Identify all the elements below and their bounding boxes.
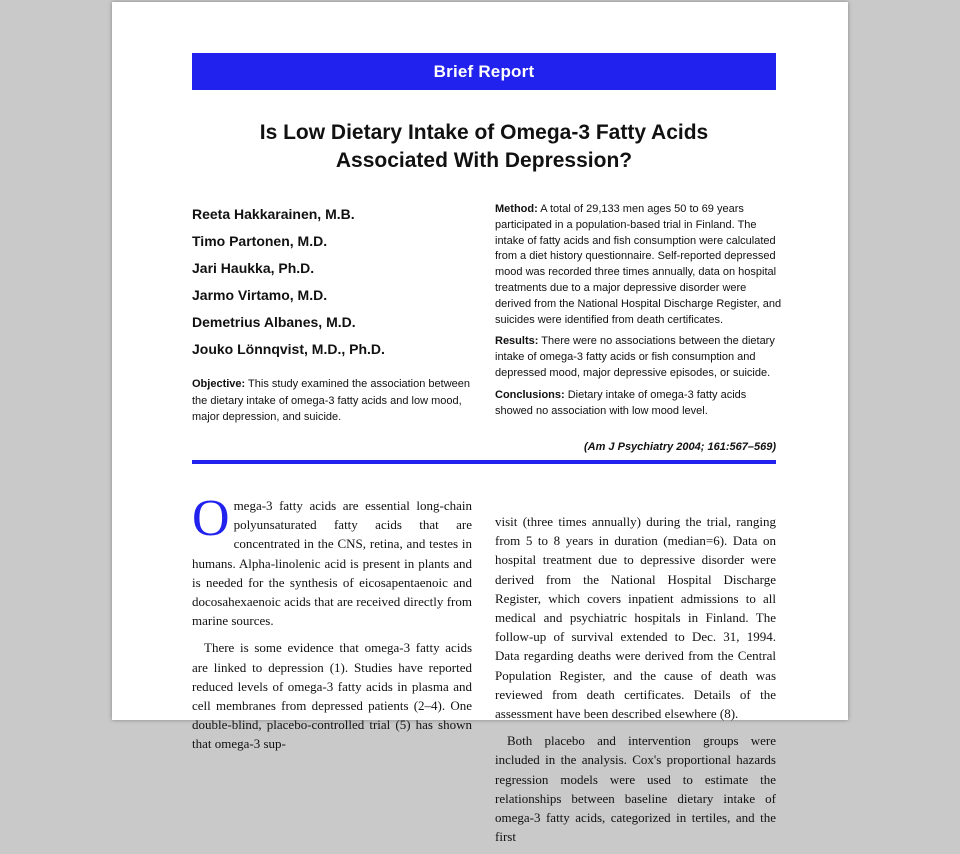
conclusions-text: Dietary intake of omega-3 fatty acids showed no association with low mood level. [495,388,747,417]
body-paragraph [192,490,472,630]
paragraph-text: mega-3 fatty acids are essential long-chain polyunsaturated fatty acids that are concentrated in the CNS, retina, and testes in humans. Alpha-linolenic acid is present in plants and is needed for the synthesis of eicosapentaenoic and docosahexaenoic acids that are received directly from marine sources. [192,498,472,629]
results-label: Results: [495,335,539,348]
title-line-1: Is Low Dietary Intake of Omega-3 Fatty Acids [259,121,709,144]
body-column-right [495,512,776,854]
method-label: Method: [495,203,538,215]
body-column-left [192,490,472,762]
abstract-right-column [495,202,785,425]
author-name: Jouko Lönnqvist, M.D., Ph.D. [192,341,385,357]
document-page [112,2,848,845]
objective-text: This study examined the association between the dietary intake of omega-3 fatty acids and low mood, major depression, and suicide. [192,378,471,423]
conclusions-label: Conclusions: [495,388,565,401]
abstract-results [495,334,785,381]
abstract-conclusions [495,388,785,420]
author-name: Timo Partonen, M.D. [192,233,328,249]
article-title [192,119,776,175]
journal-citation: (Am J Psychiatry 2004; 161:567–569) [583,441,776,453]
title-line-2: Associated With Depression? [335,149,633,172]
author-name: Jari Haukka, Ph.D. [192,260,315,276]
section-divider [192,460,776,464]
body-paragraph: There is some evidence that omega-3 fatty acids are linked to depression (1). Studies have reported reduced levels of omega-3 fatty acids in plasma and cell membranes from depressed patients (2–4). One double-blind, placebo-controlled trial (5) has shown that omega-3 sup- [192,640,472,752]
method-text: A total of 29,133 men ages 50 to 69 years participated in a population-based trial in Finland. The intake of fatty acids and fish consumption were calculated from a diet history questionnaire. Self-reported depressed mood was recorded three times annually, data on hospital treatments due to a major depressive disorder were derived from the National Hospital Discharge Register, and suicides were identified from death certificates. [495,203,782,326]
banner-label: Brief Report [433,61,535,81]
abstract-method [495,202,785,328]
section-banner [192,53,776,90]
author-name: Reeta Hakkarainen, M.B. [192,206,355,222]
drop-cap: O [192,490,230,547]
abstract-objective [192,376,482,426]
author-name: Demetrius Albanes, M.D. [192,314,356,330]
results-text: There were no associations between the dietary intake of omega-3 fatty acids or fish consumption and depressed mood, major depressive episodes, or suicide. [495,335,775,379]
author-name: Jarmo Virtamo, M.D. [192,287,328,303]
body-paragraph: Both placebo and intervention groups were included in the analysis. Cox's proportional hazards regression models were used to estimate the relationships between baseline dietary intake of omega-3 fatty acids, categorized in tertiles, and the first [495,733,776,845]
author-list [192,201,472,363]
body-paragraph: visit (three times annually) during the trial, ranging from 5 to 8 years in duration (median=6). Data on hospital treatment due to depressive disorder were derived from the National Hospital Discharge Register, which covers inpatient admissions to all medical and psychiatric hospitals in Finland. The follow-up of survival extended to Dec. 31, 1994. Data regarding deaths were derived from the Central Population Register, and the cause of death was reviewed from death certificates. Details of the assessment have been described elsewhere (8). [495,514,776,722]
objective-label: Objective: [192,378,246,390]
